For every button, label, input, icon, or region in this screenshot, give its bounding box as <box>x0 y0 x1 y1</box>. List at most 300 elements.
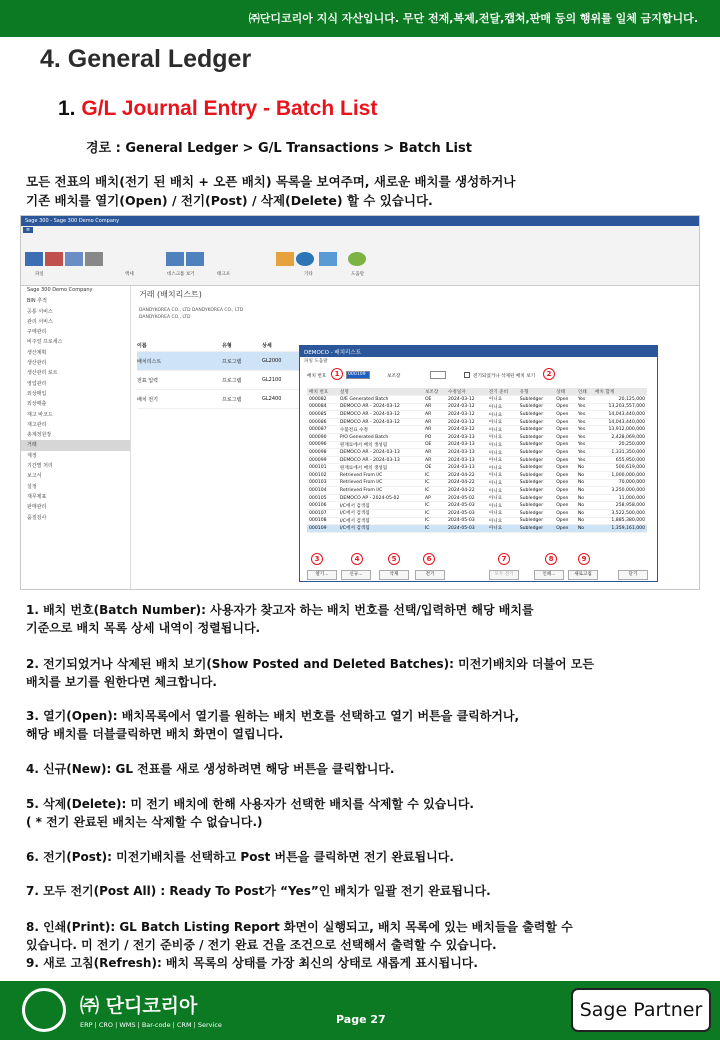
batch-row[interactable] <box>307 472 647 480</box>
callout-5: 5 <box>388 553 400 565</box>
panel-title: 거래 (배치리스트) <box>139 290 202 299</box>
batch-row[interactable] <box>307 449 647 457</box>
range-label: 보조장 <box>387 374 401 379</box>
batch-cell: DEMOCO AR - 2024-03-12 <box>338 411 423 419</box>
item-line: 7. 모두 전기(Post All) : Ready To Post가 “Yes”인 배치가 일괄 전기 완료됩니다. <box>26 884 491 898</box>
up-icon[interactable] <box>166 252 184 266</box>
ledger-input[interactable] <box>430 371 446 379</box>
batch-row[interactable] <box>307 502 647 510</box>
tree-item[interactable]: 기간별 처리 <box>27 463 53 470</box>
program-name: 전표 입력 <box>137 377 158 384</box>
callout-6: 6 <box>423 553 435 565</box>
batch-cell: 아니요 <box>487 479 518 487</box>
batch-cell: Open <box>554 396 576 404</box>
batch-cell: No <box>576 464 593 472</box>
batch-cell: IC <box>423 479 446 487</box>
navigation-tree <box>21 286 131 590</box>
batch-cell: P/O Generated Batch <box>338 434 423 442</box>
item-8 <box>26 918 706 954</box>
program-name: 배치리스트 <box>137 358 162 365</box>
program-code: GL2000 <box>262 358 282 364</box>
item-4 <box>26 760 706 778</box>
batch-cell: Subledger <box>518 426 554 434</box>
page-number: Page 27 <box>336 1013 386 1026</box>
view-icon[interactable] <box>186 252 204 266</box>
batch-cell: Subledger <box>518 479 554 487</box>
batch-cell: 000099 <box>307 456 338 464</box>
batch-cell: 아니요 <box>487 464 518 472</box>
batch-cell: 아니요 <box>487 396 518 404</box>
batch-cell: No <box>576 502 593 510</box>
batch-cell: 3,250,000,000 <box>593 487 647 495</box>
batch-cell: Subledger <box>518 418 554 426</box>
batch-cell: AR <box>423 449 446 457</box>
batch-cell: 아니요 <box>487 434 518 442</box>
batch-cell: 원재료에서 배치 생성됨 <box>338 464 423 472</box>
batch-cell: No <box>576 525 593 533</box>
batch-row[interactable] <box>307 418 647 426</box>
batch-cell: 655,950,000 <box>593 456 647 464</box>
batch-cell: Subledger <box>518 517 554 525</box>
tree-item[interactable]: 보고서 <box>27 473 42 480</box>
tree-item[interactable]: 재무제표 <box>27 493 47 500</box>
item-line: 4. 신규(New): GL 전표를 새로 생성하려면 해당 버튼을 클릭합니다. <box>26 762 395 776</box>
item-2 <box>26 655 706 691</box>
dandy-logo-icon <box>22 988 66 1032</box>
batch-row[interactable] <box>307 456 647 464</box>
batch-cell: 1,359,161,000 <box>593 525 647 533</box>
tree-item[interactable]: 설정 <box>27 483 37 490</box>
batch-cell: No <box>576 494 593 502</box>
batch-cell: 2024-05-03 <box>446 502 487 510</box>
col-detail: 상세 <box>262 343 272 349</box>
batch-cell: 3,522,500,000 <box>593 510 647 518</box>
batch-cell: 아니요 <box>487 510 518 518</box>
company-logo-name: ㈜ 단디코리아 <box>80 995 198 1017</box>
chapter-title: 4. General Ledger <box>40 45 252 73</box>
item-line: 6. 전기(Post): 미전기배치를 선택하고 Post 버튼을 클릭하면 전기 완료됩니다. <box>26 850 454 864</box>
batch-cell: 000096 <box>307 441 338 449</box>
batch-row[interactable] <box>307 403 647 411</box>
batch-cell: Open <box>554 525 576 533</box>
item-1 <box>26 601 706 637</box>
batch-cell: 000105 <box>307 494 338 502</box>
open-company-icon[interactable] <box>25 252 43 266</box>
notes-icon[interactable] <box>276 252 294 266</box>
batch-cell: Subledger <box>518 441 554 449</box>
batch-cell: Yes <box>576 418 593 426</box>
batch-cell: 아니요 <box>487 441 518 449</box>
batch-row[interactable] <box>307 510 647 518</box>
tree-item[interactable]: 판매관리 <box>27 504 47 511</box>
batch-cell: Retrieved From I/C <box>338 472 423 480</box>
batch-cell: 2024-05-02 <box>446 494 487 502</box>
tree-item[interactable]: 외상매출 <box>27 401 47 408</box>
batch-cell: Open <box>554 472 576 480</box>
batch-cell: 2024-04-22 <box>446 487 487 495</box>
col-type: 유형 <box>222 343 232 349</box>
batch-cell: 아니요 <box>487 426 518 434</box>
batch-cell: 000109 <box>307 525 338 533</box>
batch-cell: Subledger <box>518 487 554 495</box>
callout-8: 8 <box>545 553 557 565</box>
batch-cell: Open <box>554 403 576 411</box>
batch-col-header[interactable]: 인쇄 <box>576 388 593 396</box>
tree-item[interactable]: 구매관리 <box>27 329 47 336</box>
company-logo-sub: ERP | CRO | WMS | Bar-code | CRM | Service <box>80 1021 222 1029</box>
batch-cell: IC <box>423 472 446 480</box>
program-row[interactable] <box>137 390 307 409</box>
batch-cell: PO <box>423 434 446 442</box>
batch-cell: Subledger <box>518 403 554 411</box>
batch-cell: AR <box>423 418 446 426</box>
batch-cell: Subledger <box>518 494 554 502</box>
batch-cell: Yes <box>576 403 593 411</box>
program-name: 배치 전기 <box>137 396 158 403</box>
batch-col-header[interactable]: 상태 <box>554 388 576 396</box>
batch-cell: 2024-03-13 <box>446 464 487 472</box>
batch-row[interactable] <box>307 479 647 487</box>
program-row[interactable] <box>137 352 307 371</box>
intro-line: 기존 배치를 열기(Open) / 전기(Post) / 삭제(Delete) 할 수 있습니다. <box>26 193 433 208</box>
batch-cell: Yes <box>576 396 593 404</box>
batch-cell: 000087 <box>307 426 338 434</box>
ribbon-group-macro: 태크포 <box>217 272 231 277</box>
batch-cell: Open <box>554 502 576 510</box>
tree-item[interactable]: 비주얼 프로세스 <box>27 339 63 346</box>
tree-item[interactable]: 생산관리 로트 <box>27 370 58 377</box>
ribbon-group-desktop: 데스크톱 보기 <box>167 272 195 277</box>
batch-cell: 2024-03-12 <box>446 411 487 419</box>
batch-cell: Open <box>554 434 576 442</box>
item-line: 해당 배치를 더블클릭하면 배치 화면이 열립니다. <box>26 727 284 741</box>
batch-cell: 아니요 <box>487 472 518 480</box>
batch-cell: 13,203,557,000 <box>593 403 647 411</box>
tree-item[interactable]: 생산계획 <box>27 349 47 356</box>
item-5 <box>26 795 706 831</box>
batch-cell: 500,619,000 <box>593 464 647 472</box>
globe-icon[interactable] <box>296 252 314 266</box>
refresh-button[interactable]: 새로고침 <box>568 570 598 580</box>
batch-cell: DEMOCO AP - 2024-05-02 <box>338 494 423 502</box>
batch-row[interactable] <box>307 441 647 449</box>
dialog-title: DEMOCO - 배치리스트 <box>300 346 657 357</box>
tree-item[interactable]: 총계정원장 <box>27 432 52 439</box>
batch-cell: 000098 <box>307 449 338 457</box>
batch-cell: No <box>576 472 593 480</box>
batch-cell: I/C에서 검색됨 <box>338 525 423 533</box>
batch-cell: Subledger <box>518 472 554 480</box>
batch-cell: Retrieved From I/C <box>338 487 423 495</box>
item-line: 1. 배치 번호(Batch Number): 사용자가 찾고자 하는 배치 번호를 선택/입력하면 해당 배치를 <box>26 603 534 617</box>
batch-table <box>307 388 647 533</box>
batch-cell: No <box>576 479 593 487</box>
batch-cell: Open <box>554 517 576 525</box>
batch-cell: AR <box>423 411 446 419</box>
post-button[interactable]: 전기 <box>415 570 445 580</box>
post-all-button[interactable]: 모두 전기 <box>489 570 519 580</box>
batch-cell: Open <box>554 494 576 502</box>
item-6 <box>26 848 706 866</box>
batch-cell: 아니요 <box>487 403 518 411</box>
item-line: 8. 인쇄(Print): GL Batch Listing Report 화면이 실행되고, 배치 목록에 있는 배치들을 출력할 수 <box>26 920 573 934</box>
batch-cell: 2024-03-13 <box>446 456 487 464</box>
batch-cell: Subledger <box>518 510 554 518</box>
tree-item[interactable]: 관리 서비스 <box>27 318 53 325</box>
print-button[interactable]: 인쇄... <box>534 570 564 580</box>
batch-cell: 2024-05-03 <box>446 510 487 518</box>
batch-cell: Yes <box>576 441 593 449</box>
print-icon[interactable] <box>85 252 103 266</box>
batch-cell: OE <box>423 441 446 449</box>
batch-cell: 2024-03-13 <box>446 434 487 442</box>
batch-cell: 아니요 <box>487 517 518 525</box>
batch-cell: 20,250,000 <box>593 441 647 449</box>
tree-item[interactable]: 계정 <box>27 452 37 459</box>
licensed-to: DANDYKOREA CO., LTD DANDYKOREA CO., LTD <box>139 308 244 313</box>
batch-cell: IC <box>423 517 446 525</box>
window-title: Sage 300 - Sage 300 Demo Company <box>21 216 699 226</box>
show-posted-label: 전기되었거나 삭제된 배치 보기 <box>473 374 536 379</box>
batch-cell: 14,043,440,000 <box>593 418 647 426</box>
copyright-notice: ㈜단디코리아 지식 자산입니다. 무단 전재,복제,전달,캡쳐,판매 등의 행위를 일체 금지합니다. <box>0 0 720 37</box>
batch-cell: 2024-03-12 <box>446 418 487 426</box>
batch-cell: 70,000,000 <box>593 479 647 487</box>
item-7 <box>26 882 706 900</box>
batch-cell: 1,885,380,000 <box>593 517 647 525</box>
item-line: 2. 전기되었거나 삭제된 배치 보기(Show Posted and Deleted Batches): 미전기배치와 더불어 모든 <box>26 657 594 671</box>
batch-cell: Yes <box>576 449 593 457</box>
batch-cell: 000107 <box>307 510 338 518</box>
tree-item[interactable]: 외상매입 <box>27 390 47 397</box>
batch-cell: 000101 <box>307 464 338 472</box>
batch-cell: 아니요 <box>487 411 518 419</box>
batch-cell: 2024-03-12 <box>446 426 487 434</box>
batch-cell: 아니요 <box>487 525 518 533</box>
tree-item[interactable]: BIN 추적 <box>27 298 47 305</box>
batch-cell: I/C에서 검색됨 <box>338 502 423 510</box>
batch-cell: 아니요 <box>487 502 518 510</box>
batch-cell: 2024-03-12 <box>446 403 487 411</box>
batch-cell: 20,125,000 <box>593 396 647 404</box>
program-type: 프로그램 <box>222 358 242 365</box>
batch-row[interactable] <box>307 396 647 404</box>
batch-row[interactable] <box>307 517 647 525</box>
batch-cell: Open <box>554 456 576 464</box>
batch-row[interactable] <box>307 411 647 419</box>
tree-item[interactable]: 품질검사 <box>27 514 47 521</box>
batch-cell: 아니요 <box>487 494 518 502</box>
batch-cell: Open <box>554 411 576 419</box>
batch-cell: 수불전표 수정 <box>338 426 423 434</box>
program-row[interactable] <box>137 371 307 390</box>
batch-cell: Subledger <box>518 434 554 442</box>
batch-cell: 000086 <box>307 418 338 426</box>
batch-cell: I/C에서 검색됨 <box>338 517 423 525</box>
batch-cell: Open <box>554 464 576 472</box>
ribbon-group-file: 파일 <box>35 272 44 277</box>
ribbon-group-help: 도움말 <box>351 272 365 277</box>
callout-9: 9 <box>578 553 590 565</box>
callout-7: 7 <box>498 553 510 565</box>
batch-cell: 11,000,000 <box>593 494 647 502</box>
close-company-icon[interactable] <box>45 252 63 266</box>
tree-item[interactable]: Sage 300 Demo Company <box>27 287 93 293</box>
batch-cell: Open <box>554 510 576 518</box>
batch-cell: O/E Generated Batch <box>338 396 423 404</box>
batch-row[interactable] <box>307 525 647 533</box>
sage-data-icon[interactable] <box>319 252 337 266</box>
batch-cell: AR <box>423 426 446 434</box>
batch-cell: DEMOCO AR - 2024-03-12 <box>338 403 423 411</box>
batch-cell: Open <box>554 441 576 449</box>
item-line: 9. 새로 고침(Refresh): 배치 목록의 상태를 가장 최신의 상태로 새롭게 표시됩니다. <box>26 956 478 970</box>
ribbon-group-other: 기타 <box>304 272 313 277</box>
intro-text <box>26 172 706 210</box>
tree-item[interactable]: 영업관리 <box>27 380 47 387</box>
batch-col-header[interactable]: 전기 준비 <box>487 388 518 396</box>
batch-cell: AR <box>423 403 446 411</box>
batch-cell: 258,958,000 <box>593 502 647 510</box>
batch-cell: AR <box>423 456 446 464</box>
batch-cell: 아니요 <box>487 418 518 426</box>
batch-cell: I/C에서 검색됨 <box>338 510 423 518</box>
dealer: DANDYKOREA CO., LTD <box>139 315 191 320</box>
program-type: 프로그램 <box>222 396 242 403</box>
dialog-menu[interactable]: 파일 도움말 <box>304 359 328 364</box>
batch-cell: Open <box>554 487 576 495</box>
batch-cell: 2024-03-13 <box>446 441 487 449</box>
batch-cell: 아니요 <box>487 449 518 457</box>
batch-cell: No <box>576 487 593 495</box>
batch-table-header <box>307 388 647 396</box>
batch-cell: 아니요 <box>487 487 518 495</box>
batch-cell: Subledger <box>518 449 554 457</box>
batch-cell: 2024-03-13 <box>446 449 487 457</box>
item-line: 있습니다. 미 전기 / 전기 준비중 / 전기 완료 건을 조건으로 선택해서 출력할 수 있습니다. <box>26 938 497 952</box>
batch-cell: Subledger <box>518 502 554 510</box>
batch-cell: IC <box>423 510 446 518</box>
batch-col-header[interactable]: 배치 번호 <box>307 388 338 396</box>
batch-cell: 000103 <box>307 479 338 487</box>
open-button[interactable]: 열기... <box>307 570 337 580</box>
batch-row[interactable] <box>307 434 647 442</box>
batch-cell: IC <box>423 502 446 510</box>
batch-cell: Subledger <box>518 464 554 472</box>
ribbon <box>21 226 699 286</box>
batch-cell: 000102 <box>307 472 338 480</box>
batch-cell: 000108 <box>307 517 338 525</box>
tree-item[interactable]: 재고관리 <box>27 421 47 428</box>
batch-cell: 2024-04-22 <box>446 479 487 487</box>
batch-cell: IC <box>423 525 446 533</box>
delete-button[interactable]: 삭제 <box>379 570 409 580</box>
batch-cell: 000084 <box>307 403 338 411</box>
batch-row[interactable] <box>307 487 647 495</box>
batch-cell: IC <box>423 487 446 495</box>
batch-cell: 13,912,000,000 <box>593 426 647 434</box>
batch-row[interactable] <box>307 426 647 434</box>
tree-item-selected[interactable]: 거래 <box>21 440 130 450</box>
tree-item[interactable]: 재고 바코드 <box>27 411 53 418</box>
item-line: 3. 열기(Open): 배치목록에서 열기를 원하는 배치 번호를 선택하고 열기 버튼을 클릭하거나, <box>26 709 520 723</box>
batch-cell: Subledger <box>518 525 554 533</box>
item-line: 배치를 보기를 원한다면 체크합니다. <box>26 675 217 689</box>
new-button[interactable]: 신규... <box>341 570 371 580</box>
sage-partner-logo: Sage Partner <box>571 988 711 1032</box>
batch-cell: Subledger <box>518 411 554 419</box>
batch-col-header[interactable]: 설명 <box>338 388 423 396</box>
batch-cell: 1,331,350,000 <box>593 449 647 457</box>
callout-1: 1 <box>331 368 343 380</box>
batch-col-header[interactable]: 배치 합계 <box>593 388 647 396</box>
intro-line: 모든 전표의 배치(전기 된 배치 + 오픈 배치) 목록을 보여주며, 새로운 배치를 생성하거나 <box>26 174 516 189</box>
batch-cell: No <box>576 510 593 518</box>
batch-cell: 14,043,440,000 <box>593 411 647 419</box>
batch-cell: Yes <box>576 411 593 419</box>
batch-cell: AP <box>423 494 446 502</box>
tree-item[interactable]: 공통 서비스 <box>27 308 53 315</box>
program-code: GL2100 <box>262 377 282 383</box>
ribbon-group-access: 액세 <box>125 272 134 277</box>
batch-cell: No <box>576 517 593 525</box>
batch-cell: 원재료에서 배치 생성됨 <box>338 441 423 449</box>
item-9 <box>26 954 706 972</box>
ribbon-file-tab[interactable]: ≡ <box>23 227 33 233</box>
batch-list-dialog <box>299 345 658 582</box>
batch-col-header[interactable]: 유형 <box>518 388 554 396</box>
batch-cell: Open <box>554 479 576 487</box>
batch-cell: Subledger <box>518 396 554 404</box>
batch-cell: 000085 <box>307 411 338 419</box>
help-icon[interactable] <box>348 252 366 266</box>
batch-cell: OE <box>423 464 446 472</box>
batch-cell: OE <box>423 396 446 404</box>
batch-cell: 000082 <box>307 396 338 404</box>
item-3 <box>26 707 706 743</box>
section-name: G/L Journal Entry - Batch List <box>81 97 378 120</box>
batch-cell: 000104 <box>307 487 338 495</box>
batch-cell: Retrieved From I/C <box>338 479 423 487</box>
tree-item[interactable]: 생산관리 <box>27 360 47 367</box>
batch-row[interactable] <box>307 464 647 472</box>
batch-number-input[interactable]: 000109 <box>346 371 370 379</box>
batch-col-header[interactable]: 수정일자 <box>446 388 487 396</box>
batch-cell: 2024-04-22 <box>446 472 487 480</box>
show-posted-checkbox[interactable] <box>464 372 470 378</box>
batch-cell: DEMOCO AR - 2024-03-12 <box>338 418 423 426</box>
batch-cell: 000106 <box>307 502 338 510</box>
page-setup-icon[interactable] <box>65 252 83 266</box>
program-list-header <box>137 340 307 352</box>
batch-cell: Yes <box>576 426 593 434</box>
program-list <box>137 340 307 409</box>
batch-number-label: 배치 번호 <box>307 374 327 379</box>
batch-cell: 2024-03-12 <box>446 396 487 404</box>
batch-cell: DEMOCO AR - 2024-03-13 <box>338 449 423 457</box>
batch-row[interactable] <box>307 494 647 502</box>
program-code: GL2400 <box>262 396 282 402</box>
item-line: 5. 삭제(Delete): 미 전기 배치에 한해 사용자가 선택한 배치를 삭제할 수 있습니다. <box>26 797 474 811</box>
batch-cell: 000090 <box>307 434 338 442</box>
close-button[interactable]: 닫기 <box>618 570 648 580</box>
batch-col-header[interactable]: 보조장 <box>423 388 446 396</box>
callout-3: 3 <box>311 553 323 565</box>
batch-cell: Open <box>554 426 576 434</box>
callout-2: 2 <box>543 368 555 380</box>
batch-cell: Open <box>554 449 576 457</box>
batch-cell: Yes <box>576 434 593 442</box>
